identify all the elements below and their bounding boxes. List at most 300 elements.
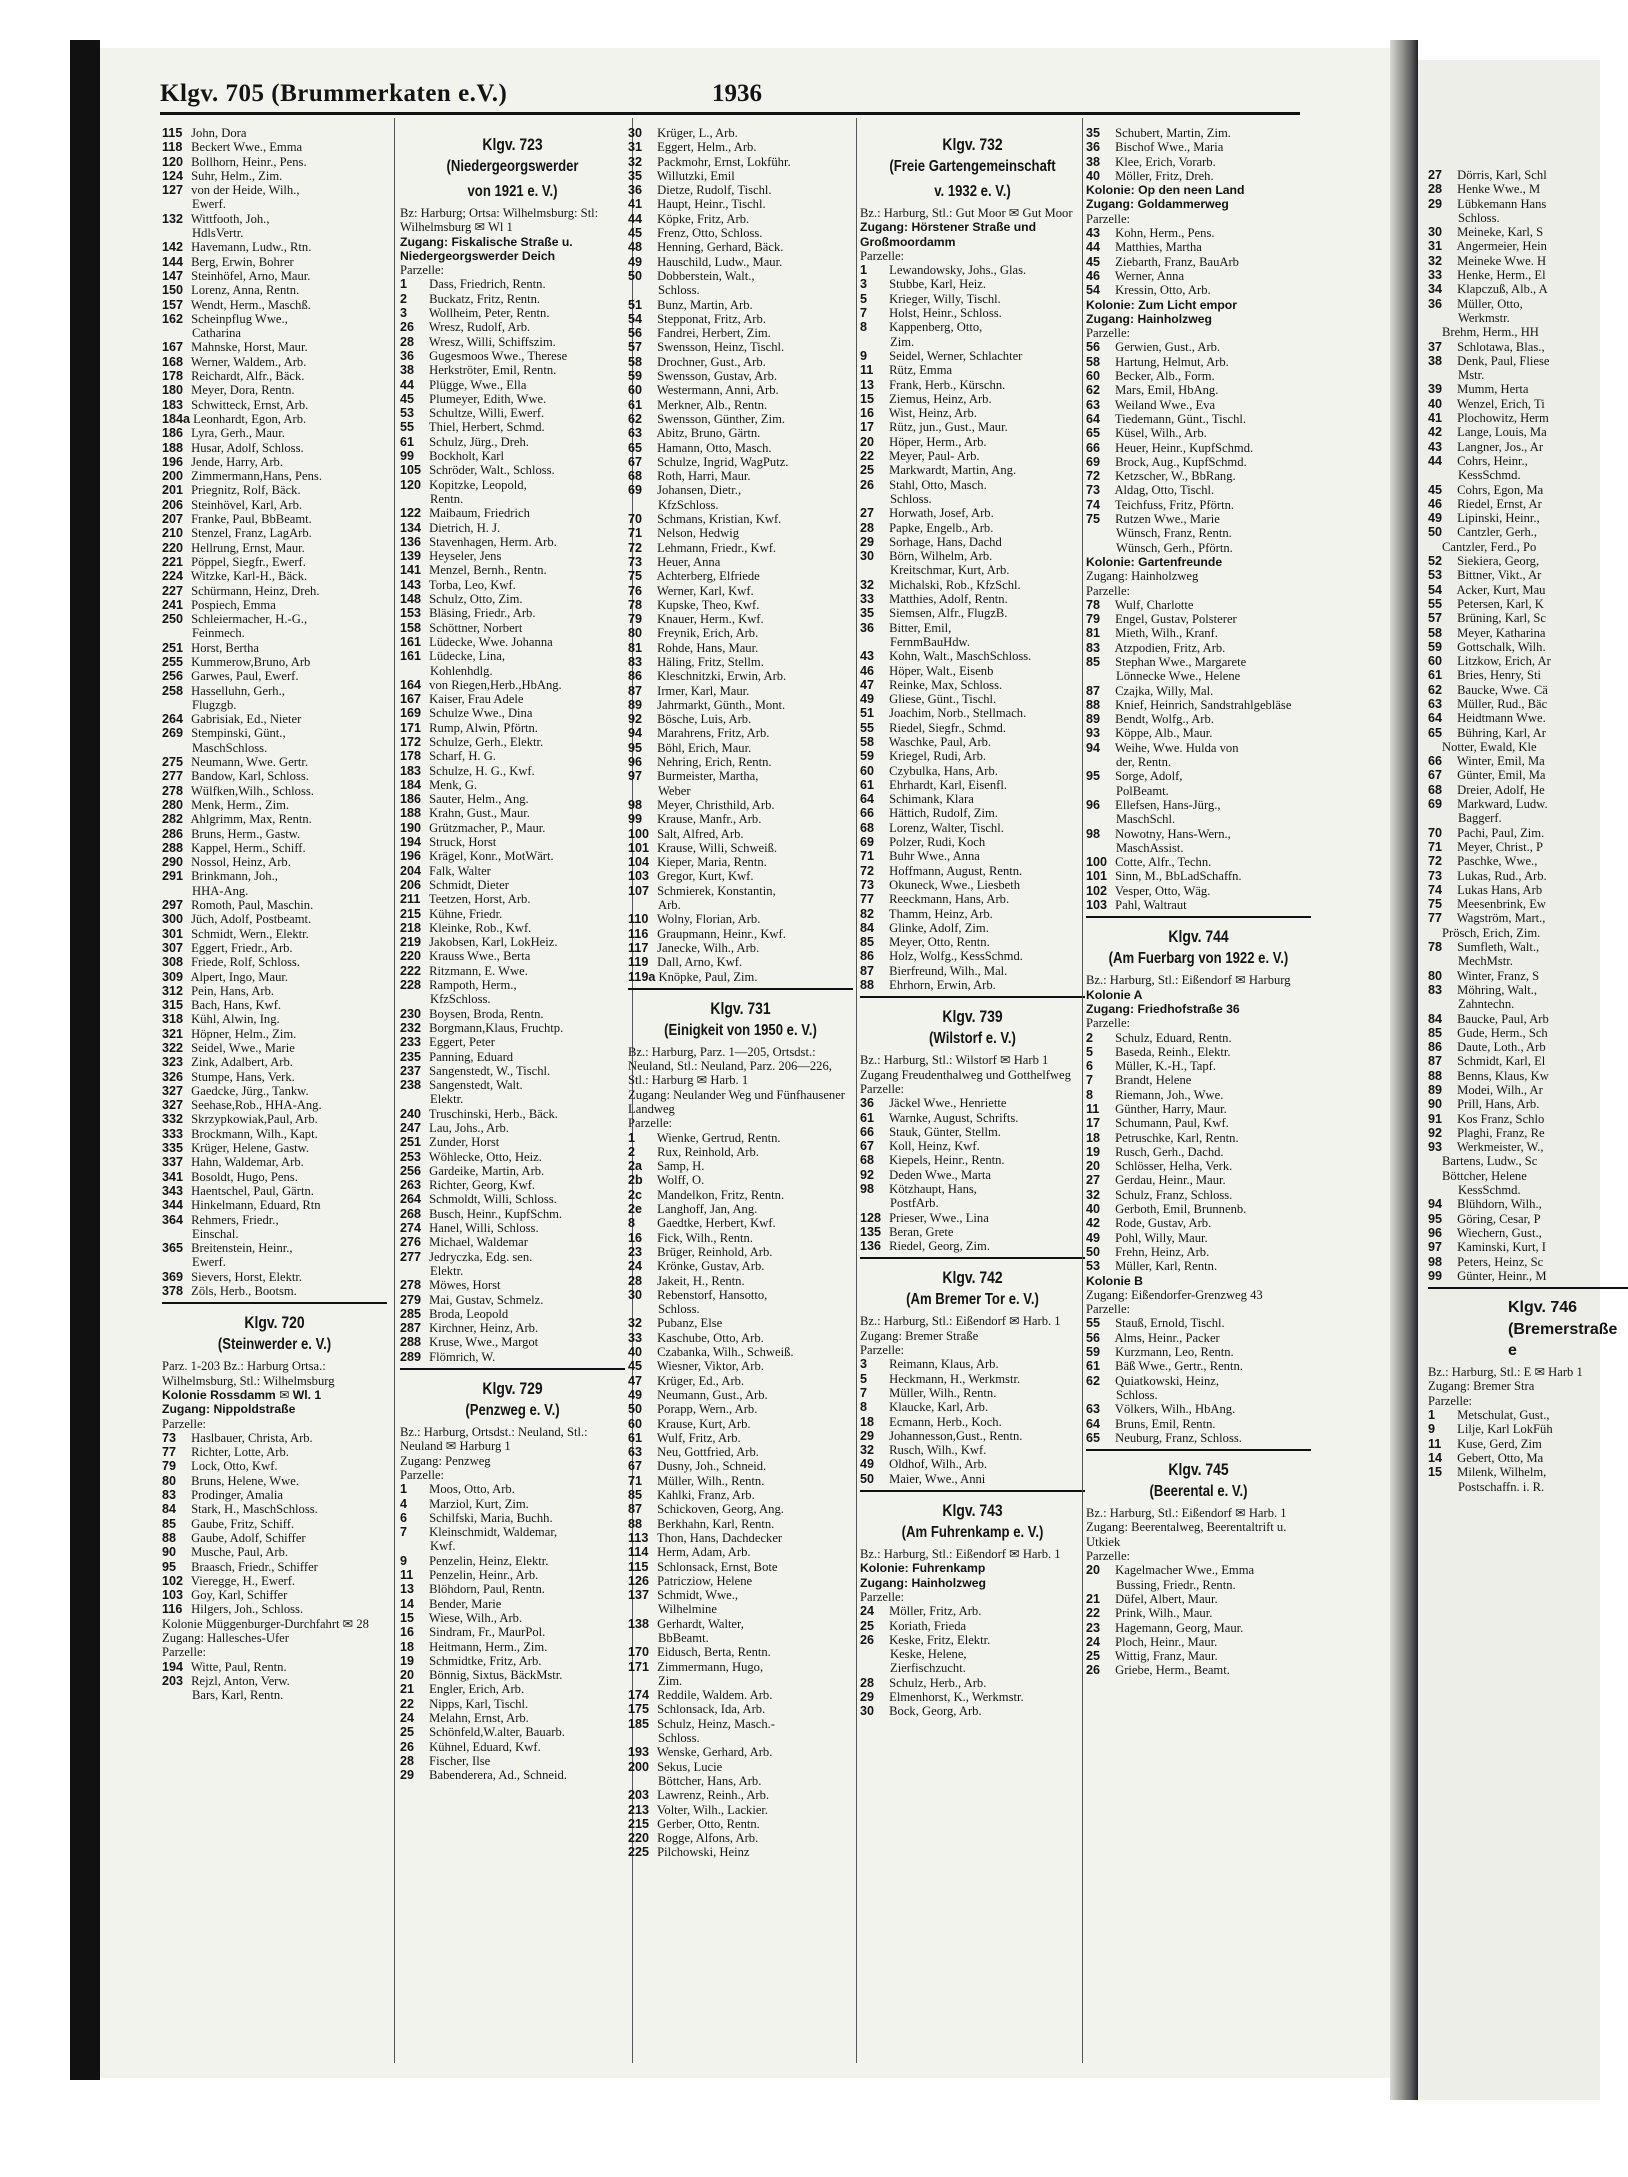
directory-entry: [628, 655, 853, 669]
plot-number: 55: [400, 420, 415, 435]
entry-line: [1428, 926, 1628, 940]
directory-entry: [1428, 697, 1628, 711]
entry-text: Bendt, Wolfg., Arb.: [1112, 712, 1214, 727]
plot-number: 227: [162, 583, 184, 598]
plot-number: 68: [1428, 782, 1443, 797]
entry-text: Kaiser, Frau Adele: [426, 692, 524, 707]
entry-line: [1086, 212, 1311, 226]
plot-number: 282: [162, 812, 184, 827]
plot-number: 50: [1086, 1244, 1101, 1259]
plot-number: 2: [1086, 1030, 1094, 1045]
entry-text: Kolonie: Fuhrenkamp: [860, 1561, 986, 1576]
directory-entry: [860, 678, 1085, 692]
entry-line: [628, 283, 853, 297]
directory-entry: [1428, 511, 1628, 525]
plot-number: 8: [860, 1400, 868, 1415]
directory-entry: [400, 1021, 625, 1035]
plot-number: 178: [400, 749, 422, 764]
plot-number: 102: [1086, 883, 1108, 898]
entry-text: Rusch, Gerh., Dachd.: [1112, 1144, 1224, 1159]
entry-text: Sinn, M., BbLadSchaffn.: [1112, 869, 1242, 884]
plot-number: 13: [860, 377, 875, 392]
entry-text: Kühl, Alwin, Ing.: [188, 1012, 280, 1027]
plot-number: 15: [400, 1610, 415, 1625]
plot-number: 88: [1086, 697, 1101, 712]
entry-text: Zugang: Bremer Stra: [1428, 1379, 1535, 1394]
directory-entry: [628, 1259, 853, 1273]
directory-entry: [860, 907, 1085, 921]
entry-text: Lyra, Gerh., Maur.: [188, 426, 285, 441]
directory-entry: [162, 1127, 387, 1141]
entry-text: Haentschel, Paul, Gärtn.: [188, 1183, 314, 1198]
directory-entry: [1086, 641, 1311, 655]
directory-entry: [400, 277, 625, 291]
entry-text: Knief, Heinrich, Sandstrahlgebläse: [1112, 697, 1292, 712]
plot-number: 167: [162, 340, 184, 355]
entry-text: Haupt, Heinr., Tischl.: [654, 197, 766, 212]
directory-entry: [400, 692, 625, 706]
directory-entry: [162, 1517, 387, 1531]
entry-line: [162, 1688, 387, 1702]
entry-text: Zugang: Hörstener Straße und Großmoordamm: [860, 220, 1037, 249]
plot-number: 69: [1086, 454, 1101, 469]
plot-number: 64: [1086, 1416, 1101, 1431]
directory-entry: [628, 383, 853, 397]
entry-text: Gugesmoos Wwe., Therese: [426, 348, 568, 363]
entry-line: [162, 1417, 387, 1431]
entry-text: Brandt, Helene: [1112, 1073, 1192, 1088]
entry-text: Lüdecke, Wwe. Johanna: [426, 634, 553, 649]
directory-entry: [628, 1817, 853, 1831]
plot-number: 323: [162, 1055, 184, 1070]
entry-text: Zugang: Fiskalische Straße u. Niedergeorgswerder Deich: [400, 234, 573, 263]
directory-entry: [1086, 1635, 1311, 1649]
entry-line: [1086, 784, 1311, 798]
plot-number: 43: [1086, 226, 1101, 241]
entry-text: Schleiermacher, H.-G.,: [188, 612, 308, 627]
entry-text: Hasselluhn, Gerh.,: [188, 683, 285, 698]
directory-entry: [1086, 1374, 1311, 1388]
entry-text: Eggert, Helm., Arb.: [654, 140, 757, 155]
directory-entry: [400, 1135, 625, 1149]
entry-text: Kreitschmar, Kurt, Arb.: [890, 563, 1010, 578]
plot-number: 365: [162, 1241, 184, 1256]
plot-number: 90: [1428, 1097, 1443, 1112]
plot-number: 55: [860, 720, 875, 735]
association-subtitle: (Freie Gartengemeinschaft: [889, 158, 1056, 175]
entry-text: Kolonie: Op den neen Land: [1086, 183, 1245, 198]
directory-entry: [1428, 411, 1628, 425]
entry-text: Parzelle:: [860, 1081, 905, 1096]
directory-entry: [860, 664, 1085, 678]
plot-number: 67: [1428, 768, 1443, 783]
plot-number: 301: [162, 926, 184, 941]
entry-text: Steinhövel, Karl, Arb.: [188, 497, 303, 512]
plot-number: 75: [1086, 512, 1101, 527]
entry-text: Bz.: Harburg, Parz. 1—205, Ortsdst.: Neuland, Stl.: Neuland, Parz. 206—226, Stl.: Harburg ✉ Harb. 1: [628, 1044, 832, 1088]
entry-text: Schloss.: [658, 283, 700, 298]
plot-number: 171: [400, 720, 422, 735]
entry-text: Neu, Gottfried, Arb.: [654, 1445, 759, 1460]
entry-text: Rejzl, Anton, Verw.: [188, 1673, 290, 1688]
plot-number: 287: [400, 1321, 422, 1336]
directory-entry: [628, 569, 853, 583]
entry-text: Leonhardt, Egon, Arb.: [190, 411, 307, 426]
entry-text: Samp, H.: [654, 1159, 705, 1174]
entry-text: Petersen, Karl, K: [1454, 596, 1544, 611]
directory-entry: [628, 1402, 853, 1416]
plot-number: 20: [400, 1668, 415, 1683]
plot-number: 60: [628, 383, 643, 398]
entry-text: Marziol, Kurt, Zim.: [426, 1496, 529, 1511]
directory-entry: [860, 1153, 1085, 1167]
plot-number: 185: [628, 1716, 650, 1731]
plot-number: 103: [1086, 898, 1108, 913]
entry-text: Schultze, Willi, Ewerf.: [426, 406, 545, 421]
plot-number: 297: [162, 898, 184, 913]
column-divider: [856, 118, 857, 2063]
directory-entry: [400, 449, 625, 463]
plot-number: 61: [860, 777, 875, 792]
entry-line: [162, 626, 387, 640]
directory-entry: [162, 1560, 387, 1574]
entry-text: Schulz, Jürg., Dreh.: [426, 434, 529, 449]
plot-number: 50: [1428, 525, 1443, 540]
directory-entry: [400, 592, 625, 606]
plot-number: 36: [628, 183, 643, 198]
plot-number: 87: [628, 683, 643, 698]
entry-text: Elmenhorst, K., Werkmstr.: [886, 1690, 1024, 1705]
directory-entry: [162, 1112, 387, 1126]
entry-text: Parzelle:: [1086, 1302, 1131, 1317]
directory-entry: [860, 277, 1085, 291]
plot-number: 80: [162, 1473, 177, 1488]
plot-number: 116: [628, 926, 649, 941]
entry-text: Schöttner, Norbert: [426, 620, 523, 635]
entry-text: Heitmann, Herm., Zim.: [426, 1639, 548, 1654]
directory-entry: [400, 792, 625, 806]
plot-number: 136: [860, 1239, 882, 1254]
entry-text: Sievers, Horst, Elektr.: [188, 1269, 303, 1284]
directory-entry: [628, 1388, 853, 1402]
plot-number: 144: [162, 254, 184, 269]
entry-text: Parzelle:: [400, 263, 445, 278]
plot-number: 38: [1428, 353, 1443, 368]
entry-text: Parz. 1-203 Bz.: Harburg Ortsa.: Wilhelmsburg, Stl.: Wilhelmsburg: [162, 1359, 335, 1388]
entry-line: [400, 492, 625, 506]
plot-number: 89: [1086, 712, 1101, 727]
entry-line: [1086, 669, 1311, 683]
entry-line: [1086, 1549, 1311, 1563]
plot-number: 95: [1086, 769, 1101, 784]
entry-text: Schlonsack, Ida, Arb.: [654, 1702, 766, 1717]
entry-text: Feinmech.: [192, 626, 245, 641]
entry-line: [400, 263, 625, 277]
entry-text: Steinhöfel, Arno, Maur.: [188, 268, 311, 283]
entry-text: Ecmann, Herb., Koch.: [886, 1414, 1002, 1429]
directory-entry: [1086, 626, 1311, 640]
plot-number: 276: [400, 1235, 422, 1250]
entry-text: Schulz, Franz, Schloss.: [1112, 1187, 1233, 1202]
entry-line: [400, 206, 625, 235]
directory-entry: [400, 349, 625, 363]
association-title: Klgv. 723: [482, 135, 543, 154]
plot-number: 71: [860, 849, 875, 864]
entry-text: Rütz, jun., Gust., Maur.: [886, 420, 1008, 435]
plot-number: 148: [400, 592, 422, 607]
directory-entry: [1086, 1088, 1311, 1102]
plot-number: 94: [1086, 740, 1101, 755]
entry-text: Parzelle:: [400, 1467, 445, 1482]
directory-entry: [162, 183, 387, 197]
entry-text: Weiland Wwe., Eva: [1112, 397, 1216, 412]
plot-number: 326: [162, 1069, 184, 1084]
entry-text: Moos, Otto, Arb.: [426, 1482, 515, 1497]
entry-text: Ewerf.: [192, 1255, 226, 1270]
directory-entry: [1428, 597, 1628, 611]
entry-text: KfzSchloss.: [658, 497, 719, 512]
entry-line: [860, 1561, 1085, 1575]
plot-number: 164: [400, 677, 422, 692]
entry-text: Riedel, Ernst, Ar: [1454, 496, 1542, 511]
entry-text: Börn, Wilhelm, Arb.: [886, 549, 993, 564]
entry-text: Knöpke, Paul, Zim.: [655, 969, 758, 984]
directory-entry: [162, 1602, 387, 1616]
entry-text: Wolny, Florian, Arb.: [654, 912, 761, 927]
directory-entry: [1086, 1331, 1311, 1345]
entry-text: Oldhof, Wilh., Arb.: [886, 1457, 988, 1472]
entry-text: Jedryczka, Edg. sen.: [426, 1249, 533, 1264]
directory-entry: [162, 827, 387, 841]
directory-entry: [628, 769, 853, 783]
entry-text: Zim.: [658, 1673, 683, 1688]
plot-number: 143: [400, 577, 422, 592]
plot-number: 100: [1086, 855, 1108, 870]
entry-text: Zugang: Goldammerweg: [1086, 197, 1229, 212]
directory-entry: [860, 921, 1085, 935]
plot-number: 25: [400, 1725, 415, 1740]
directory-entry: [162, 784, 387, 798]
entry-text: Warnke, August, Schrifts.: [886, 1110, 1019, 1125]
facing-page: [1418, 60, 1618, 2100]
plot-number: 263: [400, 1178, 422, 1193]
plot-number: 64: [860, 792, 875, 807]
directory-entry: [162, 1184, 387, 1198]
entry-text: Böttcher, Helene: [1442, 1168, 1527, 1183]
directory-entry: [400, 1078, 625, 1092]
plot-number: 4: [400, 1496, 408, 1511]
entry-text: Michalski, Rob., KfzSchl.: [886, 577, 1021, 592]
entry-line: [1086, 526, 1311, 540]
plot-number: 73: [1428, 868, 1443, 883]
plot-number: 220: [628, 1831, 650, 1846]
entry-text: Zöls, Herb., Bootsm.: [188, 1284, 297, 1299]
entry-text: Eidusch, Berta, Rentn.: [654, 1645, 771, 1660]
entry-text: Stenzel, Franz, LagArb.: [188, 526, 312, 541]
entry-text: Hahn, Waldemar, Arb.: [188, 1155, 304, 1170]
plot-number: 161: [400, 649, 422, 664]
directory-entry: [1428, 197, 1628, 211]
entry-text: Cohrs, Egon, Ma: [1454, 482, 1544, 497]
entry-text: Schulze Wwe., Dina: [426, 706, 533, 721]
plot-number: 85: [162, 1516, 177, 1531]
entry-text: Kohn, Walt., MaschSchloss.: [886, 649, 1032, 664]
directory-entry: [628, 1545, 853, 1559]
association-subtitle: (Am Bremer Tor e. V.): [906, 1291, 1039, 1309]
directory-entry: [1428, 1069, 1628, 1083]
plot-number: 97: [628, 769, 643, 784]
directory-entry: [1428, 1269, 1628, 1283]
plot-number: 215: [400, 906, 422, 921]
directory-entry: [1086, 483, 1311, 497]
directory-entry: [400, 435, 625, 449]
directory-entry: [1086, 1402, 1311, 1416]
entry-line: [1428, 1365, 1628, 1379]
plot-number: 117: [628, 940, 649, 955]
entry-text: Müller, Rud., Bäc: [1454, 696, 1548, 711]
entry-text: Bz.: Harburg, Stl.: Eißendorf ✉ Harb. 1: [860, 1547, 1061, 1562]
entry-text: Witte, Paul, Rentn.: [188, 1659, 287, 1674]
plot-number: 136: [400, 534, 422, 549]
directory-entry: [400, 1768, 625, 1782]
entry-text: Jäckel Wwe., Henriette: [886, 1096, 1007, 1111]
plot-number: 157: [162, 297, 184, 312]
entry-text: Hauschild, Ludw., Maur.: [654, 254, 783, 269]
entry-text: Zimmermann, Hugo,: [654, 1659, 764, 1674]
plot-number: 71: [628, 1473, 643, 1488]
plot-number: 288: [400, 1335, 422, 1350]
plot-number: 75: [1428, 897, 1443, 912]
plot-number: 321: [162, 1026, 184, 1041]
plot-number: 250: [162, 612, 184, 627]
entry-text: Günter, Heinr., M: [1454, 1268, 1547, 1283]
entry-text: Rampoth, Herm.,: [426, 978, 517, 993]
directory-entry: [1086, 226, 1311, 240]
directory-entry: [400, 1682, 625, 1696]
section-rule: [1086, 1449, 1311, 1451]
entry-text: Krägel, Konr., MotWärt.: [426, 849, 554, 864]
entry-text: Bischof Wwe., Maria: [1112, 140, 1224, 155]
entry-line: [162, 1388, 387, 1402]
directory-entry: [628, 369, 853, 383]
entry-text: Alms, Heinr., Packer: [1112, 1330, 1220, 1345]
plot-number: 72: [1428, 854, 1443, 869]
directory-entry: [1086, 126, 1311, 140]
directory-entry: [162, 855, 387, 869]
plot-number: 71: [628, 526, 643, 541]
directory-entry: [400, 949, 625, 963]
directory-entry: [1086, 698, 1311, 712]
entry-text: Schloss.: [890, 491, 932, 506]
entry-line: [162, 326, 387, 340]
header-rule: [160, 112, 1300, 115]
directory-entry: [1428, 182, 1628, 196]
entry-text: Stauß, Ernold, Tischl.: [1112, 1316, 1225, 1331]
plot-number: 269: [162, 726, 184, 741]
entry-text: Rux, Reinhold, Arb.: [654, 1144, 759, 1159]
directory-entry: [400, 1235, 625, 1249]
entry-text: Schumann, Paul, Kwf.: [1112, 1116, 1229, 1131]
directory-entry: [400, 978, 625, 992]
directory-entry: [400, 849, 625, 863]
entry-line: [860, 1314, 1085, 1328]
directory-entry: [162, 1284, 387, 1298]
plot-number: 66: [1086, 440, 1101, 455]
entry-line: [628, 1731, 853, 1745]
plot-number: 30: [628, 1287, 643, 1302]
plot-number: 3: [400, 306, 408, 321]
directory-entry: [628, 1431, 853, 1445]
plot-number: 26: [860, 1632, 875, 1647]
entry-text: Krause, Kurt, Arb.: [654, 1416, 751, 1431]
plot-number: 99: [400, 449, 415, 464]
entry-text: Dreier, Adolf, He: [1454, 782, 1545, 797]
association-title: Klgv. 732: [942, 135, 1003, 154]
directory-entry: [628, 1717, 853, 1731]
directory-entry: [162, 1241, 387, 1255]
directory-entry: [860, 621, 1085, 635]
plot-number: 42: [1428, 425, 1443, 440]
entry-text: Krause, Manfr., Arb.: [654, 812, 762, 827]
entry-text: Ellefsen, Hans-Jürg.,: [1112, 797, 1221, 812]
entry-text: Holst, Heinr., Schloss.: [886, 306, 1002, 321]
entry-text: Mumm, Herta: [1454, 382, 1529, 397]
plot-number: 55: [1086, 1316, 1101, 1331]
directory-entry: [1086, 1316, 1311, 1330]
entry-text: Zugang: Neulander Weg und Fünfhausener Landweg: [628, 1087, 845, 1116]
entry-line: [1428, 211, 1628, 225]
directory-entry: [860, 363, 1085, 377]
plot-number: 300: [162, 912, 184, 927]
plot-number: 101: [1086, 869, 1108, 884]
directory-entry: [628, 698, 853, 712]
directory-entry: [860, 1139, 1085, 1153]
directory-entry: [628, 1216, 853, 1230]
directory-entry: [860, 1604, 1085, 1618]
plot-number: 115: [162, 126, 183, 140]
plot-number: 56: [1086, 1330, 1101, 1345]
plot-number: 57: [628, 340, 643, 355]
plot-number: 95: [1428, 1211, 1443, 1226]
entry-text: Kleinke, Rob., Kwf.: [426, 920, 532, 935]
directory-entry: [400, 1164, 625, 1178]
entry-text: Teetzen, Horst, Arb.: [426, 892, 531, 907]
plot-number: 193: [628, 1745, 650, 1760]
entry-text: Czajka, Willy, Mal.: [1112, 683, 1214, 698]
plot-number: 73: [860, 877, 875, 892]
plot-number: 45: [400, 391, 415, 406]
plot-number: 69: [860, 835, 875, 850]
directory-entry: [860, 649, 1085, 663]
entry-text: Weihe, Wwe. Hulda von: [1112, 740, 1239, 755]
directory-entry: [628, 483, 853, 497]
directory-entry: [162, 283, 387, 297]
plot-number: 134: [400, 520, 422, 535]
plot-number: 93: [1086, 726, 1101, 741]
directory-entry: [162, 455, 387, 469]
directory-entry: [1428, 940, 1628, 954]
directory-entry: [162, 1270, 387, 1284]
directory-entry: [1428, 840, 1628, 854]
plot-number: 141: [400, 563, 422, 578]
entry-text: Michael, Waldemar: [426, 1235, 528, 1250]
entry-text: Henke, Herm., El: [1454, 268, 1546, 283]
directory-entry: [1428, 883, 1628, 897]
entry-line: [860, 1590, 1085, 1604]
entry-text: Denk, Paul, Fliese: [1454, 353, 1550, 368]
entry-text: Nowotny, Hans-Wern.,: [1112, 826, 1231, 841]
entry-text: Hilgers, Joh., Schloss.: [188, 1602, 304, 1617]
